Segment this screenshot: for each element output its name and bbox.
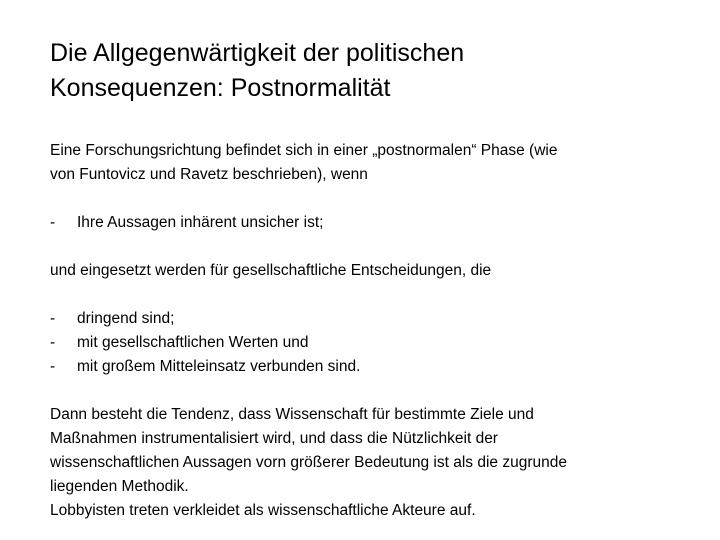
- spacer: [50, 283, 690, 307]
- conclusion-line-2: Maßnahmen instrumentalisiert wird, und dass die Nützlichkeit der: [50, 430, 498, 447]
- conclusion-line-3: wissenschaftlichen Aussagen vorn größerer Bedeutung ist als die zugrunde: [50, 454, 567, 471]
- slide-title-line-2: Konsequenzen: Postnormalität: [50, 74, 391, 102]
- bullet-dash: -: [50, 334, 56, 351]
- conclusion-line-4: liegenden Methodik.: [50, 478, 189, 495]
- condition-bullet: [50, 211, 690, 235]
- conclusion-line-1: Dann besteht die Tendenz, dass Wissenschaft für bestimmte Ziele und: [50, 406, 534, 423]
- spacer: [50, 235, 690, 259]
- decision-bullet: [50, 355, 690, 379]
- slide-title: [50, 36, 690, 106]
- bullet-text: Ihre Aussagen inhärent unsicher ist;: [77, 214, 324, 231]
- slide-title-line-1: Die Allgegenwärtigkeit der politischen: [50, 39, 465, 67]
- bullet-text: mit gesellschaftlichen Werten und: [77, 334, 309, 351]
- conclusion-line-5: Lobbyisten treten verkleidet als wissenschaftliche Akteure auf.: [50, 502, 476, 519]
- bullet-dash: -: [50, 214, 56, 231]
- slide-body: [50, 139, 690, 523]
- intro-line-1: Eine Forschungsrichtung befindet sich in einer „postnormalen“ Phase (wie: [50, 142, 558, 159]
- decision-bullet: [50, 307, 690, 331]
- spacer: [50, 187, 690, 211]
- bullet-text: mit großem Mitteleinsatz verbunden sind.: [77, 358, 361, 375]
- spacer: [50, 379, 690, 403]
- transition-text: und eingesetzt werden für gesellschaftliche Entscheidungen, die: [50, 262, 492, 279]
- bullet-dash: -: [50, 310, 56, 327]
- decision-bullet: [50, 331, 690, 355]
- bullet-dash: -: [50, 358, 56, 375]
- intro-line-2: von Funtovicz und Ravetz beschrieben), wenn: [50, 166, 368, 183]
- bullet-text: dringend sind;: [77, 310, 175, 327]
